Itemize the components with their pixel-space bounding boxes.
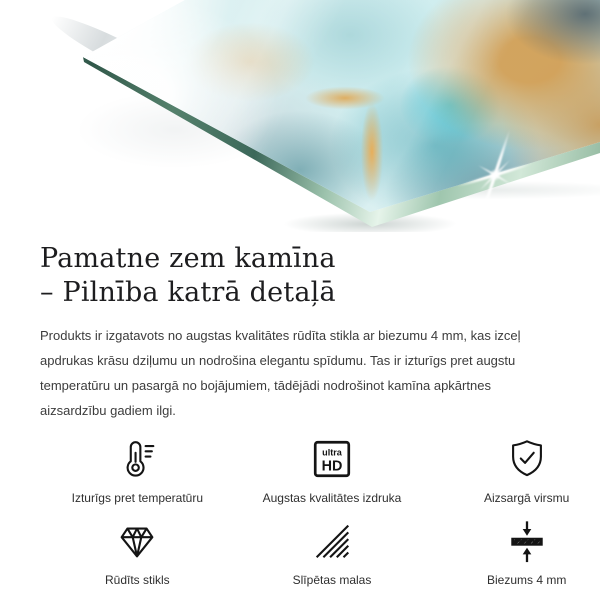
thermometer-icon [114, 435, 160, 483]
feature-label: Augstas kvalitātes izdruka [262, 491, 402, 505]
ultra-hd-badge-top: ultra [322, 447, 342, 458]
feature-label: Rūdīts stikls [104, 573, 170, 587]
ultra-hd-badge-bottom: HD [321, 458, 343, 475]
beveled-edges-icon [309, 517, 355, 565]
feature-item-temperature [40, 435, 235, 505]
product-description: Produkts ir izgatavots no augstas kvalitātes rūdīta stikla ar biezumu 4 mm, kas izceļ apdrukas krāsu dziļumu un nodrošina elegantu spīdumu. Tas ir izturīgs pret augstu temperatūru un pasargā no bojājumiem, tādējādi nodrošinot kamīna apkārtnes aizsardzību gadiem ilgi. [40, 328, 521, 418]
page-title [40, 242, 560, 310]
feature-item-tempered-glass [40, 517, 235, 587]
feature-label: Aizsargā virsmu [483, 491, 570, 505]
feature-item-polished-edges [235, 517, 430, 587]
page-title-line2: – Pilnība katrā detaļā [40, 277, 336, 308]
feature-label: Biezums 4 mm [486, 573, 567, 587]
page-title-line1: Pamatne zem kamīna [40, 243, 336, 274]
feature-grid [40, 435, 600, 587]
feature-label: Slīpētas malas [292, 573, 372, 587]
ultra-hd-icon [309, 435, 355, 483]
product-hero-image [0, 0, 600, 232]
thickness-4mm-icon [504, 517, 550, 565]
shield-check-icon [504, 435, 550, 483]
feature-item-print-quality [235, 435, 430, 505]
diamond-icon [114, 517, 160, 565]
feature-item-protects-surface [429, 435, 600, 505]
sparkle-glint-icon [430, 110, 560, 232]
product-info-section [0, 242, 600, 587]
feature-item-thickness [429, 517, 600, 587]
feature-label: Izturīgs pret temperatūru [71, 491, 204, 505]
